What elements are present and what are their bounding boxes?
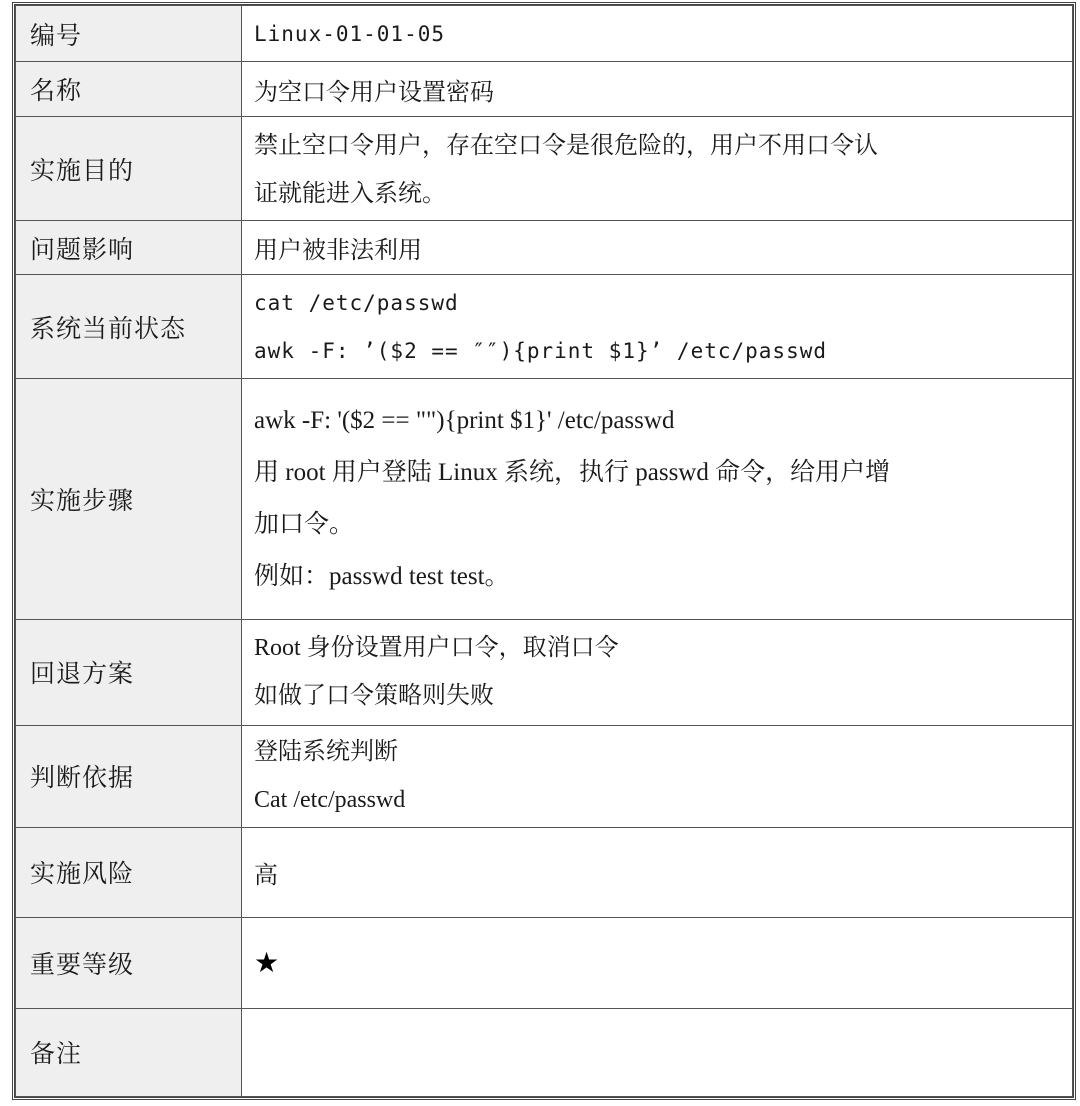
label-purpose: 实施目的 [16,117,242,221]
table-row-notes [16,1008,1073,1096]
label-steps: 实施步骤 [16,379,242,619]
value-steps [242,379,1073,619]
label-criteria: 判断依据 [16,725,242,827]
label-impact: 问题影响 [16,221,242,275]
id-text: Linux-01-01-05 [254,21,446,46]
steps-line-3: 加口令。 [254,510,355,538]
table-row-purpose [16,117,1073,221]
label-notes: 备注 [16,1008,242,1096]
table-row-id [16,6,1073,62]
table-row-criteria [16,725,1073,827]
table-row-importance [16,917,1073,1008]
value-purpose [242,117,1073,221]
steps-line-4: 例如：passwd test test。 [254,562,510,590]
impact-text: 用户被非法利用 [254,236,422,265]
value-importance [242,917,1073,1008]
value-name [242,62,1073,117]
table-row-rollback [16,619,1073,725]
table-row-steps [16,379,1073,619]
table-row-current-state [16,275,1073,379]
steps-line-1: awk -F: '($2 == ""){print $1}' /etc/passwd [254,406,675,434]
criteria-line-2: Cat /etc/passwd [254,787,406,814]
purpose-line-2: 证就能进入系统。 [254,178,446,207]
value-impact [242,221,1073,275]
label-rollback: 回退方案 [16,619,242,725]
name-text: 为空口令用户设置密码 [254,77,494,106]
value-risk [242,827,1073,917]
value-rollback [242,619,1073,725]
risk-text: 高 [254,860,278,889]
table-row-impact [16,221,1073,275]
label-id: 编号 [16,6,242,62]
rollback-line-1: Root 身份设置用户口令，取消口令 [254,635,619,662]
rollback-line-2: 如做了口令策略则失败 [254,683,494,710]
current-state-line-1: cat /etc/passwd [254,290,459,315]
table-row-risk [16,827,1073,917]
label-risk: 实施风险 [16,827,242,917]
label-current-state: 系统当前状态 [16,275,242,379]
steps-line-2: 用 root 用户登陆 Linux 系统，执行 passwd 命令，给用户增 [254,458,891,486]
label-name: 名称 [16,62,242,117]
value-id [242,6,1073,62]
current-state-line-2: awk -F: ’($2 == ″″){print $1}’ /etc/passwd [254,338,828,363]
table-row-name [16,62,1073,117]
document-table-frame [12,2,1076,1100]
value-criteria [242,725,1073,827]
label-importance: 重要等级 [16,917,242,1008]
value-notes [242,1008,1073,1096]
criteria-line-1: 登陆系统判断 [254,739,398,766]
purpose-line-1: 禁止空口令用户，存在空口令是很危险的，用户不用口令认 [254,130,878,159]
star-icon: ★ [254,946,280,980]
value-current-state [242,275,1073,379]
spec-table [15,5,1073,1097]
